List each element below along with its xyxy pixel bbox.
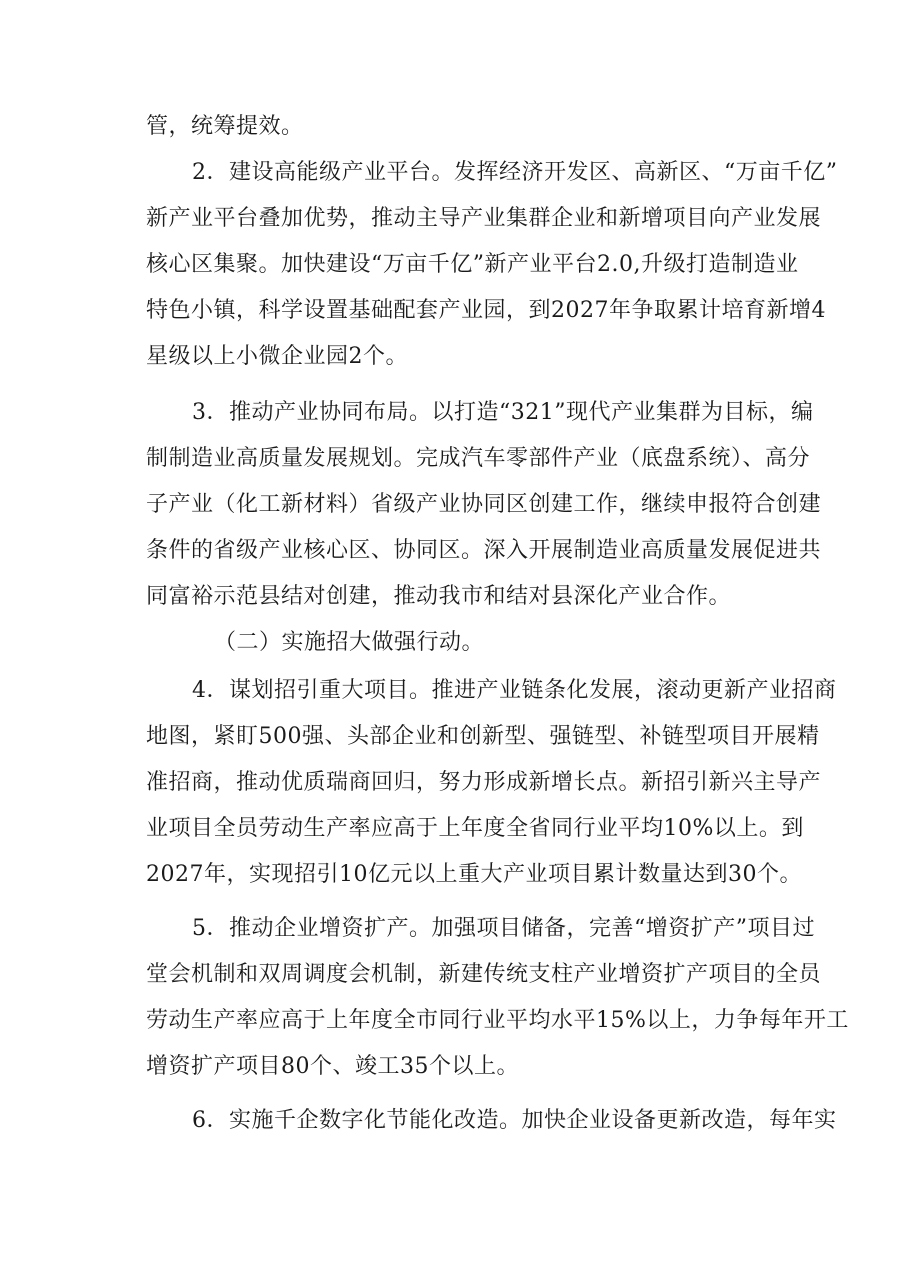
text-line: 3．推动产业协同布局。以打造“321”现代产业集群为目标，编 bbox=[192, 400, 814, 425]
text-line: 2027年，实现招引10亿元以上重大产业项目累计数量达到30个。 bbox=[146, 862, 802, 887]
text-line: 管，统筹提效。 bbox=[146, 114, 304, 139]
text-line: 劳动生产率应高于上年度全市同行业平均水平15%以上，力争每年开工 bbox=[146, 1008, 849, 1033]
text-line: 6．实施千企数字化节能化改造。加快企业设备更新改造，每年实 bbox=[192, 1108, 837, 1133]
text-line: 特色小镇，科学设置基础配套产业园，到2027年争取累计培育新增4 bbox=[146, 298, 826, 323]
text-line: 同富裕示范县结对创建，推动我市和结对县深化产业合作。 bbox=[146, 584, 732, 609]
text-line: 星级以上小微企业园2个。 bbox=[146, 344, 408, 369]
text-line: 准招商，推动优质瑞商回归，努力形成新增长点。新招引新兴主导产 bbox=[146, 770, 822, 795]
text-line: 地图，紧盯500强、头部企业和创新型、强链型、补链型项目开展精 bbox=[146, 724, 820, 749]
text-line: 条件的省级产业核心区、协同区。深入开展制造业高质量发展促进共 bbox=[146, 538, 822, 563]
text-line: 制制造业高质量发展规划。完成汽车零部件产业（底盘系统）、高分 bbox=[146, 446, 811, 471]
text-line: 子产业（化工新材料）省级产业协同区创建工作，继续申报符合创建 bbox=[146, 492, 822, 517]
text-line: 4．谋划招引重大项目。推进产业链条化发展，滚动更新产业招商 bbox=[192, 678, 837, 703]
text-line: 堂会机制和双周调度会机制，新建传统支柱产业增资扩产项目的全员 bbox=[146, 962, 822, 987]
text-line: 5．推动企业增资扩产。加强项目储备，完善“增资扩产”项目过 bbox=[192, 916, 815, 941]
text-line: 核心区集聚。加快建设“万亩千亿”新产业平台2.0,升级打造制造业 bbox=[146, 252, 799, 277]
text-line: 新产业平台叠加优势，推动主导产业集群企业和新增项目向产业发展 bbox=[146, 206, 822, 231]
text-line: 业项目全员劳动生产率应高于上年度全省同行业平均10%以上。到 bbox=[146, 816, 804, 841]
section-heading: （二）实施招大做强行动。 bbox=[214, 630, 485, 655]
text-line: 增资扩产项目80个、竣工35个以上。 bbox=[146, 1054, 519, 1079]
text-line: 2．建设高能级产业平台。发挥经济开发区、高新区、“万亩千亿” bbox=[192, 160, 838, 185]
